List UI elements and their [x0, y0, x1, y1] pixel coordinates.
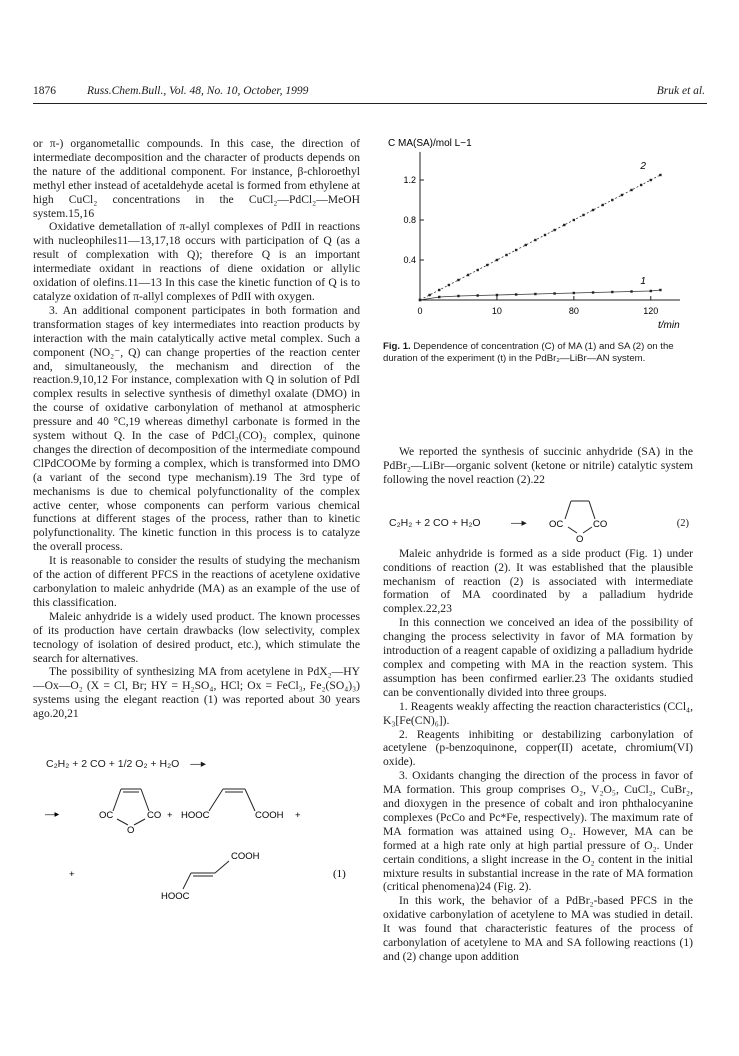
data-point: [544, 234, 546, 236]
paragraph: Oxidative demetallation of π-allyl complexes of PdII in reactions with nucleophiles11—13,17,18 occurs with participation of Q (as a result of complexation with Q); therefore Q is an important intermediate oxidant in reactions of diene oxidation or allylic oxidation of olefins.11—13 In this case the kinetic function of Q is to catalyze oxidation of π-allyl complexes of PdII with oxygen.: [33, 220, 360, 303]
arrow-symbol: —▸: [190, 758, 207, 770]
paragraph: It is reasonable to consider the results of studying the mechanism of the action of different PFCS in the reactions of acetylene oxidative carbonylation to maleic anhydride (MA) as an example of the use of this classification.: [33, 554, 360, 609]
y-tick-label: 0.8: [403, 215, 416, 225]
paragraph: 3. Oxidants changing the direction of the process in favor of MA formation. This group comprises O₂, V₂O₅, CuCl₂, CuBr₂, and dioxygen in the presence of cobalt and iron phthalocyanine complexes (PcCo and Pc*Fe, respectively). The maximum rate of MA formation was attained using O₂. However, MA can be formed at a high rate only at high partial pressure of O₂. Under certain conditions, a slight increase in the O₂ content in the initial mixture results in substantial increase in the rate of MA formation (critical phenomena)24 (Fig. 2).: [383, 769, 693, 894]
data-point: [505, 254, 507, 256]
data-point: [659, 174, 661, 176]
caption-label: Fig. 1.: [383, 341, 411, 352]
paragraph: In this connection we conceived an idea of the possibility of changing the process selectivity in favor of MA formation by introduction of a reagent capable of oxidizing a palladium hydride complex and competing with MA in the reaction system. This assumption has been confirmed earlier.23 The oxidants studied can be conventionally divided into three groups.: [383, 616, 693, 699]
series-line-2: [420, 175, 660, 300]
running-header: [33, 85, 707, 104]
journal-citation: Russ.Chem.Bull., Vol. 48, No. 10, October, 1999: [87, 85, 309, 97]
data-point: [640, 184, 642, 186]
paragraph: We reported the synthesis of succinic anhydride (SA) in the PdBr₂—LiBr—organic solvent (ketone or nitrile) catalytic system following the novel reaction (2).22: [383, 445, 693, 486]
paragraph: The possibility of synthesizing MA from acetylene in PdX₂—HY—Ox—O₂ (X = Cl, Br; HY = H₂SO₄, HCl; Ox = FeCl₃, Fe₂(SO₄)₃) systems using the elegant reaction (1) was reported about 30 years ago.20,21: [33, 665, 360, 721]
left-column: [33, 137, 360, 721]
data-point: [448, 284, 450, 286]
data-point: [438, 289, 440, 291]
paragraph: 2. Reagents inhibiting or destabilizing carbonylation of acetylene (p-benzoquinone, copper(II) acetate, chromium(VI) oxide).: [383, 727, 693, 769]
data-point: [457, 295, 459, 297]
maleic-acid-structure: [181, 789, 284, 821]
paragraph: Maleic anhydride is formed as a side product (Fig. 1) under conditions of reaction (2). It was established that the plausible mechanism of reaction (2) is associated with intermediate formation of MA coordinated by a palladium hydride complex.22,23: [383, 546, 693, 616]
plus-sign: +: [167, 810, 173, 821]
running-authors: Bruk et al.: [656, 85, 705, 97]
x-tick-label: 120: [643, 306, 659, 316]
arrow-symbol: —▸: [511, 516, 527, 529]
data-point: [486, 264, 488, 266]
fumaric-acid-structure: [69, 851, 260, 902]
equation-number: (2): [676, 517, 689, 529]
x-axis-label: t/min: [658, 320, 680, 330]
right-column: [383, 445, 693, 964]
x-tick-label: 10: [491, 306, 502, 316]
data-point: [534, 239, 536, 241]
data-point: [515, 249, 517, 251]
paragraph: 1. Reagents weakly affecting the reaction characteristics (CCl₄, K₃[Fe(CN)₆]).: [383, 699, 693, 727]
figure-1-chart: [380, 130, 700, 330]
paragraph: In this work, the behavior of a PdBr₂-based PFCS in the oxidative carbonylation of acetylene to MA was studied in detail. It was found that characteristic features of the process of carbonylation of acetylene to MA and SA following reactions (1) and (2) change upon addition: [383, 894, 693, 963]
mol-label: O: [127, 825, 135, 836]
series-label: 2: [640, 161, 646, 172]
x-tick-label: 0: [417, 306, 423, 316]
caption-text: Dependence of concentration (C) of MA (1) and SA (2) on the duration of the experiment (t) in the PdBr₂—LiBr—AN system.: [383, 341, 674, 364]
equation-number: (1): [333, 868, 346, 880]
mol-label: HOOC: [181, 810, 210, 821]
data-point: [601, 204, 603, 206]
data-point: [553, 229, 555, 231]
data-point: [496, 259, 498, 261]
plus-sign: +: [69, 869, 75, 880]
data-point: [428, 294, 430, 296]
figure-1-caption: [383, 341, 693, 364]
data-point: [650, 179, 652, 181]
data-point: [476, 269, 478, 271]
mol-label: CO: [147, 810, 162, 821]
data-point: [650, 290, 652, 292]
paragraph: or π-) organometallic compounds. In this case, the direction of intermediate decomposition and the character of products depends on the nature of the additional component. For instance, β-chloroethyl methyl ether instead of acetaldehyde acetal is formed from ethylene at high CuCl₂ concentrations in the CuCl₂—PdCl₂—MeOH system.15,16: [33, 137, 360, 220]
x-tick-label: 80: [568, 306, 579, 316]
data-point: [525, 244, 527, 246]
mol-label: COOH: [231, 851, 260, 862]
equation-1-lhs: [46, 758, 206, 770]
maleic-anhydride-structure: [99, 789, 161, 836]
data-point: [563, 224, 565, 226]
data-point: [534, 293, 536, 295]
mol-label: COOH: [255, 810, 284, 821]
data-point: [592, 291, 594, 293]
equation-2-reactants: C₂H₂ + 2 CO + H₂O: [389, 516, 481, 529]
data-point: [611, 291, 613, 293]
data-point: [515, 293, 517, 295]
arrow-symbol: —▸: [45, 809, 60, 820]
succinic-anhydride-structure: [541, 487, 621, 547]
data-point: [419, 299, 421, 301]
mol-label: HOOC: [161, 891, 190, 902]
mol-label: CO: [593, 518, 608, 530]
series-label: 1: [640, 276, 646, 287]
equation-2: [383, 487, 693, 547]
paragraph: Maleic anhydride is a widely used product. The known processes of its production have certain drawbacks (low selectivity, complex tecnology of isolation of desired product, etc.), which stimulate the search for alternatives.: [33, 609, 360, 665]
data-point: [438, 296, 440, 298]
paragraph: 3. An additional component participates in both formation and transformation stages of key intermediates into reaction products by interaction with the main catalytically active metal complex. Such a component (NO₂⁻, Q) can change properties of the reaction center and, simultaneously, the mechanism and direction of the reaction.9,10,12 For instance, complexation with Q in solution of PdI complex results in selective synthesis of dimethyl oxalate (DMO) in the course of oxidative carbonylation of methanol at atmospheric pressure and 40 °C,19 whereas dimethyl carbonate is formed in the system without Q. In the case of PdCl₂(CO)₂ complex, quinone changes the direction of decomposition of the intermediate compound ClPdCOOMe by forming a complex, which is transformed into DMO (a variant of the second type mechanism).19 The 3rd type of mechanisms is due to chemical polyfunctionality of the complex active center, whose components can perform various chemical functions at different stages of the process, rather than to kinetic polyfunctionality. The kinetic function in this process is to catalyze the overall process.: [33, 303, 360, 554]
data-point: [553, 292, 555, 294]
data-point: [630, 290, 632, 292]
y-tick-label: 1.2: [403, 175, 416, 185]
data-point: [573, 292, 575, 294]
data-point: [573, 219, 575, 221]
data-point: [496, 294, 498, 296]
data-point: [476, 294, 478, 296]
data-point: [630, 189, 632, 191]
mol-label: O: [576, 533, 584, 545]
mol-label: OC: [549, 518, 564, 530]
y-axis-label: C MA(SA)/mol L−1: [388, 138, 472, 149]
y-tick-label: 0.4: [403, 255, 416, 265]
data-point: [467, 274, 469, 276]
plus-sign: +: [295, 810, 301, 821]
data-point: [659, 289, 661, 291]
data-point: [592, 209, 594, 211]
data-point: [611, 199, 613, 201]
data-point: [621, 194, 623, 196]
equation-1-reactants: C₂H₂ + 2 CO + 1/2 O₂ + H₂O: [46, 758, 180, 770]
equation-1-structures: [33, 775, 363, 915]
mol-label: OC: [99, 810, 114, 821]
series-line-1: [420, 290, 660, 300]
data-point: [457, 279, 459, 281]
page-number: 1876: [33, 85, 56, 97]
data-point: [582, 214, 584, 216]
